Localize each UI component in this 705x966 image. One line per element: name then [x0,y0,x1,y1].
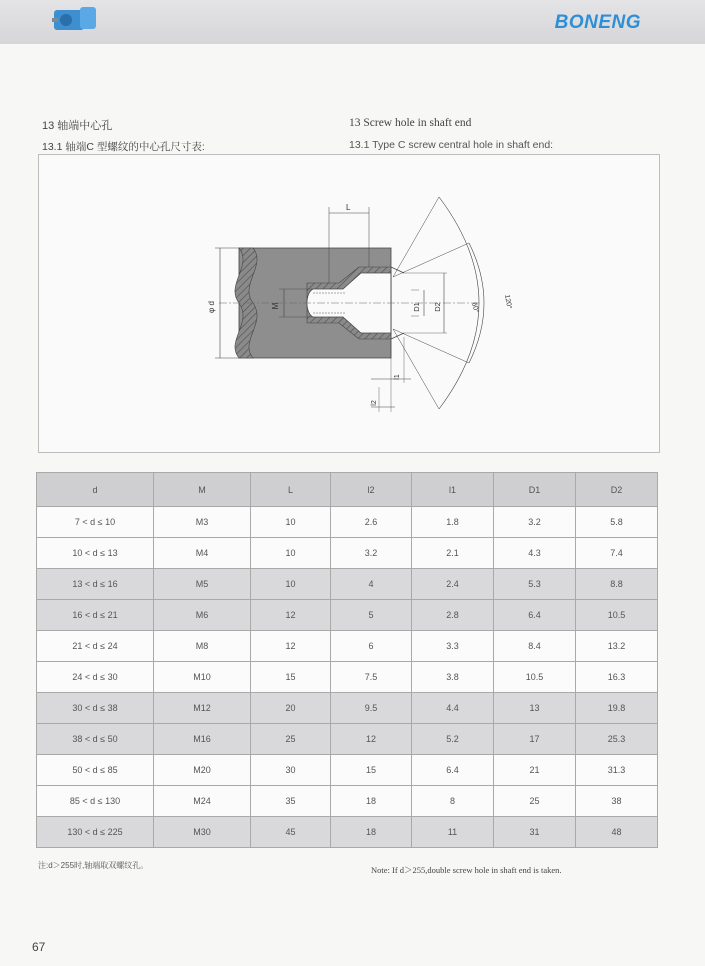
label-d2: D2 [433,302,442,312]
label-angle-120: 120° [503,294,513,310]
table-cell: 10 [251,569,331,600]
table-cell: 16.3 [576,662,658,693]
header-cell: l2 [331,473,412,507]
table-cell: M30 [154,817,251,848]
table-cell: M4 [154,538,251,569]
note-cn: 注:d＞255时,轴端取双螺纹孔。 [38,861,149,870]
label-d1: D1 [412,302,421,312]
table-cell: 25 [251,724,331,755]
header-cell: D2 [576,473,658,507]
table-cell: 15 [331,755,412,786]
header-cell: l1 [412,473,494,507]
table-cell: 31.3 [576,755,658,786]
table-cell: 18 [331,817,412,848]
table-cell: 9.5 [331,693,412,724]
section-title-cn: 13 轴端中心孔 [42,120,113,132]
table-row [37,569,658,600]
table-row [37,662,658,693]
label-angle-60: 60° [470,301,480,314]
table-cell: M6 [154,600,251,631]
table-cell: 10.5 [576,600,658,631]
table-row [37,724,658,755]
table-cell: 10 [251,538,331,569]
table-cell: 5.2 [412,724,494,755]
table-cell: 13 < d ≤ 16 [37,569,154,600]
table-cell: 24 < d ≤ 30 [37,662,154,693]
table-cell: 50 < d ≤ 85 [37,755,154,786]
table-cell: 5.8 [576,507,658,538]
label-phi-d: φ d [207,301,216,313]
page-header [0,0,705,44]
table-cell: 6.4 [494,600,576,631]
table-cell: 21 [494,755,576,786]
table-cell: M24 [154,786,251,817]
table-cell: 15 [251,662,331,693]
page-number: 67 [32,940,46,954]
table-cell: 19.8 [576,693,658,724]
table-row [37,786,658,817]
dimension-table [36,472,658,848]
table-cell: 5.3 [494,569,576,600]
table-cell: 10 < d ≤ 13 [37,538,154,569]
table-cell: 85 < d ≤ 130 [37,786,154,817]
table-cell: 21 < d ≤ 24 [37,631,154,662]
table-row [37,600,658,631]
label-l2: l2 [371,400,378,406]
center-hole-diagram [38,154,660,453]
header-cell: L [251,473,331,507]
table-cell: 25.3 [576,724,658,755]
table-cell: 130 < d ≤ 225 [37,817,154,848]
label-m: M [271,302,280,310]
table-cell: 30 < d ≤ 38 [37,693,154,724]
table-cell: 2.4 [412,569,494,600]
table-cell: M16 [154,724,251,755]
table-cell: 16 < d ≤ 21 [37,600,154,631]
table-row [37,817,658,848]
table-cell: 48 [576,817,658,848]
table-cell: 2.6 [331,507,412,538]
table-cell: 4.3 [494,538,576,569]
table-row [37,755,658,786]
table-cell: 12 [331,724,412,755]
table-cell: 20 [251,693,331,724]
table-cell: 11 [412,817,494,848]
table-cell: 5 [331,600,412,631]
table-cell: M12 [154,693,251,724]
table-cell: 45 [251,817,331,848]
table-cell: 8.4 [494,631,576,662]
table-row [37,538,658,569]
table-row [37,693,658,724]
table-cell: 31 [494,817,576,848]
table-cell: 2.1 [412,538,494,569]
table-cell: 8 [412,786,494,817]
table-cell: 7.4 [576,538,658,569]
label-l: L [346,203,351,212]
table-cell: M5 [154,569,251,600]
gearbox-thumbnail [52,4,100,34]
table-cell: 2.8 [412,600,494,631]
technical-drawing [39,155,659,452]
section-title-en: 13 Screw hole in shaft end [349,117,472,129]
table-cell: 10 [251,507,331,538]
table-cell: 10.5 [494,662,576,693]
table-cell: 7 < d ≤ 10 [37,507,154,538]
table-cell: 35 [251,786,331,817]
table-cell: 17 [494,724,576,755]
section-subtitle-cn: 13.1 轴端C 型螺纹的中心孔尺寸表: [42,141,205,153]
table-cell: 7.5 [331,662,412,693]
table-cell: 12 [251,600,331,631]
section-subtitle-en: 13.1 Type C screw central hole in shaft end: [349,139,554,151]
table-cell: 4.4 [412,693,494,724]
table-row [37,631,658,662]
table-cell: 25 [494,786,576,817]
table-cell: 6 [331,631,412,662]
table-row [37,507,658,538]
table-cell: 30 [251,755,331,786]
table-cell: 18 [331,786,412,817]
table-cell: 38 < d ≤ 50 [37,724,154,755]
table-cell: 4 [331,569,412,600]
table-cell: 1.8 [412,507,494,538]
header-cell: M [154,473,251,507]
table-cell: 38 [576,786,658,817]
table-cell: 6.4 [412,755,494,786]
brand-logo: BONENG [554,12,641,33]
table-cell: 3.2 [494,507,576,538]
table-cell: 8.8 [576,569,658,600]
table-cell: 3.2 [331,538,412,569]
label-l1: l1 [394,374,401,380]
table-header-row [37,473,658,507]
header-cell: d [37,473,154,507]
header-cell: D1 [494,473,576,507]
table-cell: 13.2 [576,631,658,662]
table-cell: 13 [494,693,576,724]
table-cell: 12 [251,631,331,662]
table-cell: M3 [154,507,251,538]
note-en: Note: If d＞255,double screw hole in shaft end is taken. [371,865,562,875]
table-cell: 3.8 [412,662,494,693]
table-cell: M10 [154,662,251,693]
table-cell: M20 [154,755,251,786]
table-cell: 3.3 [412,631,494,662]
table-cell: M8 [154,631,251,662]
